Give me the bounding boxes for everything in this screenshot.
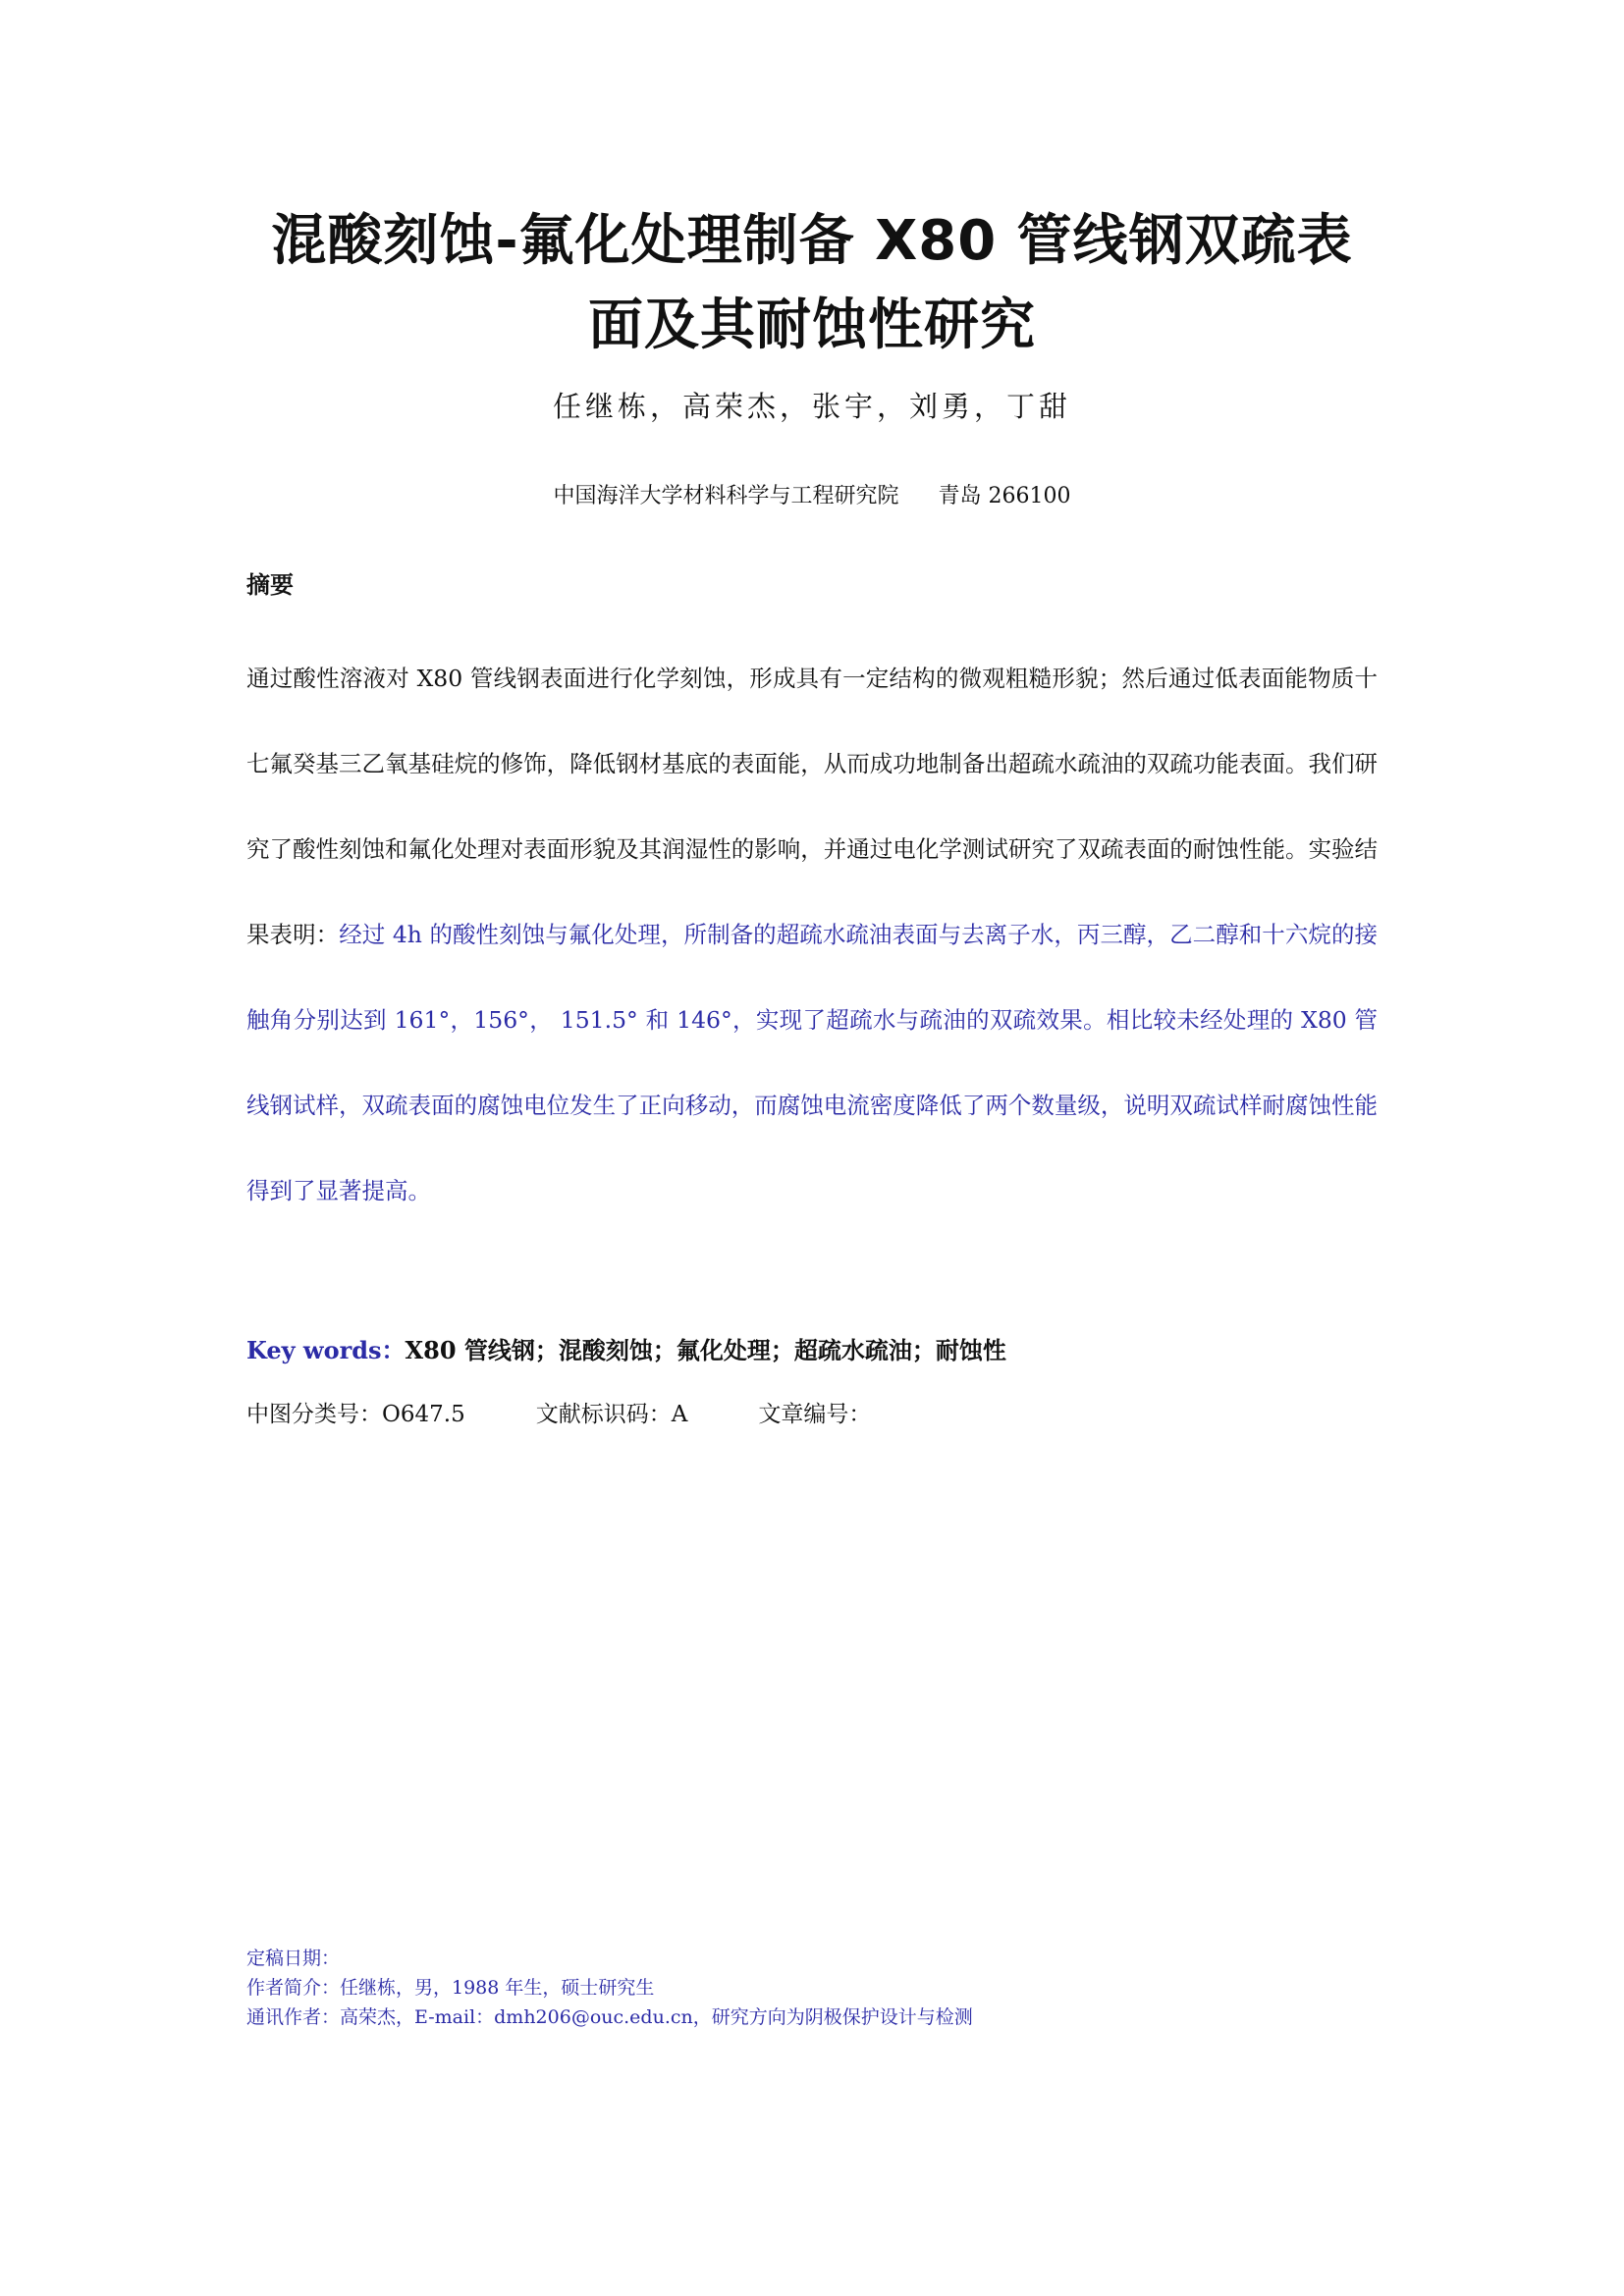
footnote-author-bio: 作者简介：任继栋，男，1988 年生，硕士研究生 [246,1977,655,1999]
city-postcode: 青岛 266100 [938,484,1071,508]
keywords-terms: X80 管线钢；混酸刻蚀；氟化处理；超疏水疏油；耐蚀性 [405,1336,1006,1364]
institution: 中国海洋大学材料科学与工程研究院 [553,484,899,508]
affiliation [0,479,1624,509]
footnote-correspondence: 通讯作者：高荣杰，E-mail：dmh206@ouc.edu.cn，研究方向为阴极保护设计与检测 [246,2006,973,2028]
article-number: 文章编号： [758,1402,872,1427]
clc-number: 中图分类号：O647.5 [246,1402,465,1427]
paper-title-line-2: 面及其耐蚀性研究 [588,294,1036,357]
classification-line [246,1396,871,1428]
keywords [246,1331,1006,1365]
author-list: 任继栋，高荣杰，张宇，刘勇，丁甜 [552,390,1071,423]
footnotes [246,1944,973,2032]
footnote-received-date: 定稿日期： [246,1948,341,1969]
abstract-results-text: 经过 4h 的酸性刻蚀与氟化处理，所制备的超疏水疏油表面与去离子水，丙三醇，乙二醇和十六烷的接触角分别达到 161°，156°， 151.5° 和 146°，实现了超疏水与疏油的双疏效果。相比较未经处理的 X80 管线钢试样，双疏表面的腐蚀电位发生了正向移动，而腐蚀电流密度降低了两个数量级，说明双疏试样耐腐蚀性能得到了显著提高。 [246,921,1379,1204]
abstract-heading: 摘要 [246,570,294,599]
paper-title-line-1: 混酸刻蚀-氟化处理制备 X80 管线钢双疏表 [271,209,1353,273]
keywords-label: Key words： [246,1336,406,1364]
document-code: 文献标识码：A [535,1402,688,1427]
abstract-body [246,636,1378,1234]
abstract-text: 通过酸性溶液对 X80 管线钢表面进行化学刻蚀，形成具有一定结构的微观粗糙形貌；然后通过低表面能物质十七氟癸基三乙氧基硅烷的修饰，降低钢材基底的表面能，从而成功地制备出超疏水疏油的双疏功能表面。我们研究了酸性刻蚀和氟化处理对表面形貌及其润湿性的影响，并通过电化学测试研究了双疏表面的耐蚀性能。实验结果表明： [246,665,1378,948]
